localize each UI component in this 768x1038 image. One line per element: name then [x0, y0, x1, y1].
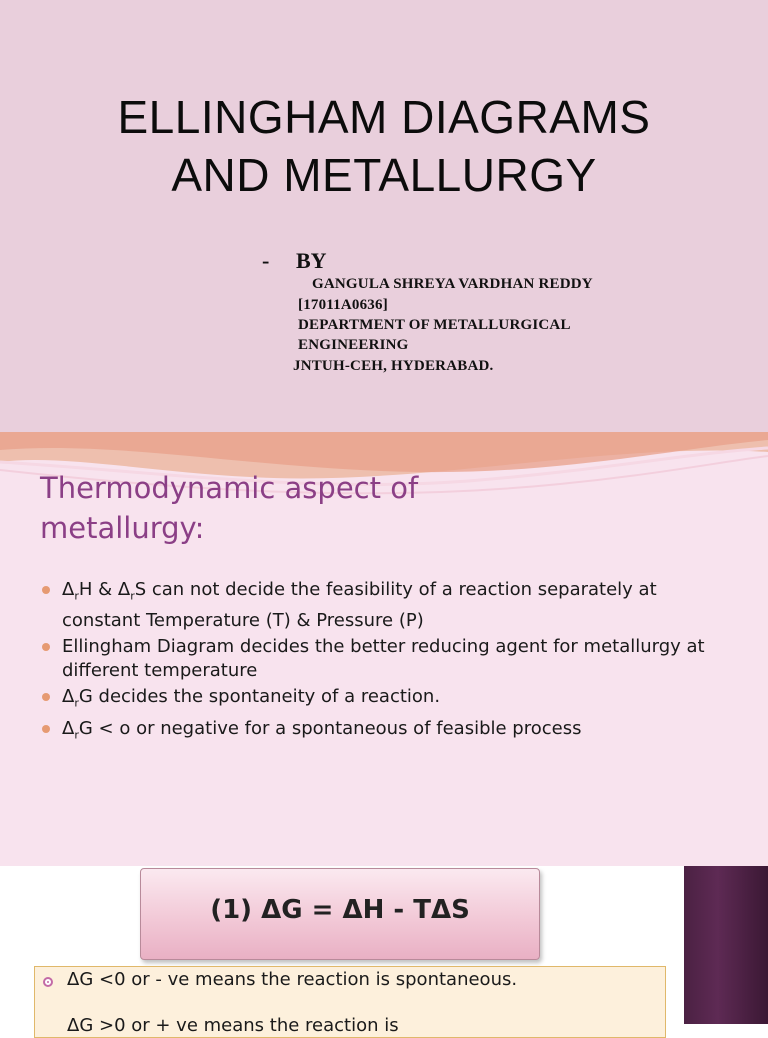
equation-slide: [0, 866, 768, 1036]
bullet-dot-icon: [42, 725, 50, 733]
heading-line-1: Thermodynamic aspect of: [40, 471, 419, 505]
note-text: ΔG <0 or - ve means the reaction is spontaneous.: [67, 969, 518, 990]
bullet-list: [40, 578, 740, 750]
institution: JNTUH-CEH, HYDERABAD.: [293, 358, 494, 374]
list-item: $\Delta_rG$ decides the spontaneity of a reaction.: [40, 685, 740, 716]
bullet-circle-icon: [43, 977, 53, 987]
sidebar-decoration: [684, 866, 768, 1024]
slide-heading: [40, 468, 418, 548]
bullet-dot-icon: [42, 693, 50, 701]
list-item: Ellingham Diagram decides the better reducing agent for metallurgy at different temperature: [40, 635, 740, 683]
title-line-1: ELLINGHAM DIAGRAMS: [117, 91, 651, 143]
title-line-2: AND METALLURGY: [171, 149, 597, 201]
department-cont: ENGINEERING: [298, 337, 409, 353]
gibbs-equation: (1) ΔG = ΔH - TΔS: [210, 895, 470, 925]
equation-box: [140, 868, 540, 960]
department: DEPARTMENT OF METALLURGICAL: [298, 317, 571, 333]
bullet-dot-icon: [42, 643, 50, 651]
heading-line-2: metallurgy:: [40, 511, 205, 545]
roll-number: [17011A0636]: [298, 297, 388, 313]
list-item: $\Delta_rH$ & $\Delta_rS$ can not decide the feasibility of a reaction separately at constant Temperature (T) & Pressure (P): [40, 578, 740, 633]
thermodynamics-slide: [0, 432, 768, 866]
title-slide: [0, 0, 768, 432]
author-name: GANGULA SHREYA VARDHAN REDDY: [312, 276, 593, 292]
note-text-cut: ΔG >0 or + ve means the reaction is: [67, 1015, 399, 1036]
bullet-dot-icon: [42, 586, 50, 594]
list-item: $\Delta_rG < o$ or negative for a spontaneous of feasible process: [40, 717, 740, 748]
slide-title: [0, 88, 768, 204]
by-dash: -: [262, 248, 270, 273]
note-box: [34, 966, 666, 1038]
by-label: BY: [296, 248, 327, 273]
